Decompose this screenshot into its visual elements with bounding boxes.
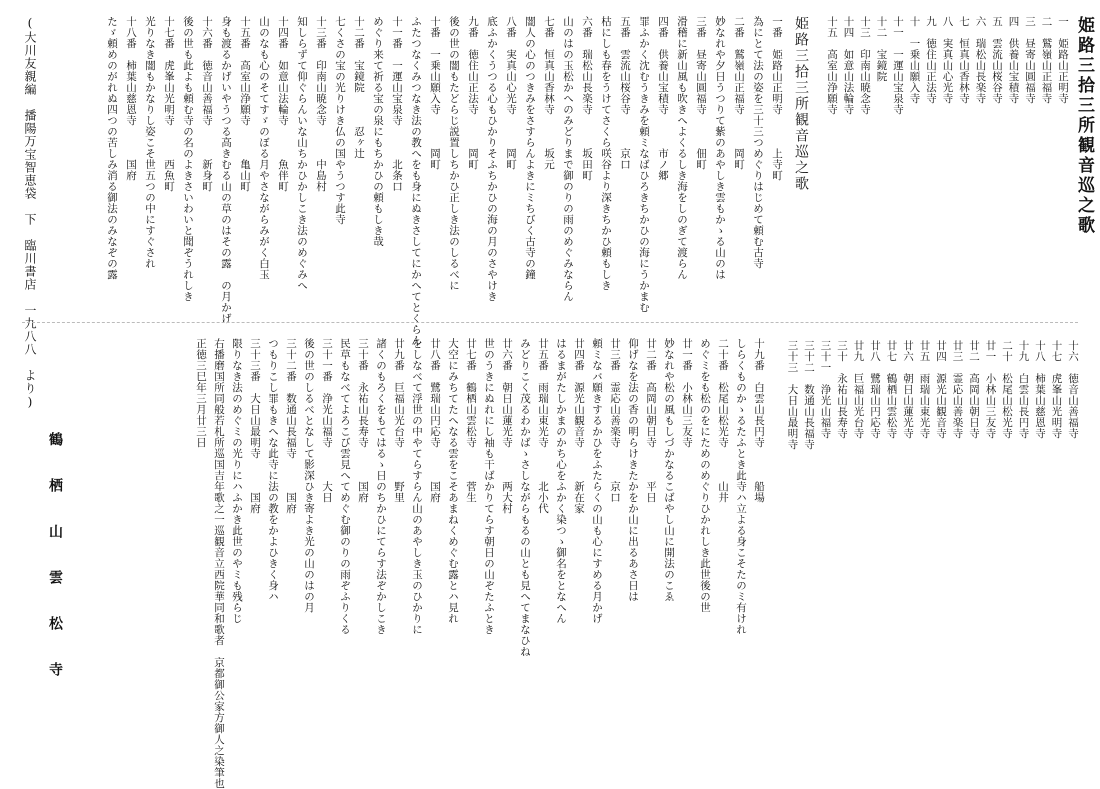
temple-index-entry: 十六 徳音山善福寺 (1067, 340, 1079, 439)
temple-index-entry: 十 一乗山願入寺 (908, 16, 921, 104)
verse-line: 七くさの宝の光りけき仏の国やうつす此寺 (334, 16, 346, 225)
verse-line: 十八番 柿葉山慈恩寺 国府 (125, 16, 137, 181)
verse-line: 三十一番 浄光山福寺 大日 (321, 338, 333, 503)
verse-line: 廿五番 雨瑞山東光寺 北小代 (537, 338, 549, 514)
verse-line: ふたつなくみつなき法の教へをも身にぬきさしてにかへてとくらん (410, 16, 422, 346)
verse-line: 三十番 永祐山長寿寺 国府 (357, 338, 369, 503)
verse-line: しらくものかゝるたふとき此寺ハ立よる身こそたのミ有けれ (735, 338, 747, 635)
temple-index-entry: 八 実真山心光寺 (941, 16, 954, 104)
verse-line: 諸くのもろくをもてはるゝ日のちかひにてらす法ぞかしこき (375, 338, 387, 635)
verse-line: 罪ふかく沈むうきみを頼ミなばひろきちかひの海にうかまむ (638, 16, 650, 313)
verses-subtitle: 姫路三拾三所観音巡之歌 (793, 16, 809, 192)
verse-line: 十番 一乗山願入寺 岡町 (429, 16, 441, 170)
temple-index-entry: 十九 白雲山長円寺 (1017, 340, 1030, 439)
temple-index-entry: 廿五 雨瑞山東光寺 (918, 340, 931, 439)
temple-index-entry: 五 雲流山桜谷寺 (991, 16, 1003, 104)
temple-index-entry: 廿九 巨福山光台寺 (852, 340, 865, 439)
verse-line: 後の世の闇もたどらじ説置しちかひ正しき法のしるべに (448, 16, 460, 291)
verse-line: 十三番 印南山暁念寺 中島村 (315, 16, 327, 192)
verse-line: 闇人の心のつきみをさすらんよきにミちびく古寺の鐘 (524, 16, 536, 280)
verse-line: めぐり来て祈る宝の泉にもちかひの頼もしき哉 (372, 16, 384, 247)
verse-line: 五番 雲流山桜谷寺 京口 (619, 16, 631, 170)
verse-line: 妙なれや夕日うつりて紫のあやしき雲もかゝる山のは (714, 16, 726, 280)
temple-index-entry: 三十一 浄光山福寺 (819, 340, 832, 439)
verse-line: 八番 実真山心光寺 岡町 (505, 16, 517, 170)
temple-index-entry: 四 供養山宝積寺 (1007, 16, 1020, 104)
verse-line: 右播磨国所同般若札所巡国吉年歌之一巡観音立西院華同和歌者 京都御公家方御人之染筆也 (213, 338, 225, 789)
verse-line: はるまがたしかまのかち心をふかく染つゝ御名をとなへん (555, 338, 567, 624)
verse-line: 山のなも心のそてすゞのぼる月やさながらみがく白玉 (258, 16, 270, 280)
verse-line: 後の世も此よも頼む寺の名のよきさいわいと聞ぞうれしき (182, 16, 194, 302)
closing-signature: 鶴 栖 山 雲 松 寺 (47, 432, 63, 684)
temple-index-entry: 廿一 小林山三友寺 (984, 340, 997, 439)
verse-line: 滑稽に新山風も吹きへよくるしき海をしのぎて渡らん (676, 16, 688, 280)
verse-line: 十六番 徳音山善福寺 新身町 (201, 16, 213, 192)
verse-line: 十九番 白雲山長円寺 船場 (753, 338, 765, 503)
verses-lower-block (130, 338, 765, 789)
verse-line: たゞ頼めのがれぬ四つの苦しみ消る御法のみなぞの露 (106, 16, 118, 280)
verse-line: 為にとて法の姿を三十三つめぐりはじめて頼む古寺 (752, 16, 764, 269)
verse-line: 廿六番 朝日山蓮光寺 两大村 (501, 338, 513, 514)
verse-line: 十二番 宝鏡院 忍ヶ辻 (353, 16, 365, 159)
verse-line: つもりこし罪もきへな此寺に法の教をかよひきく身ハ (267, 338, 279, 602)
temple-index-entry: 三十三 大日山最明寺 (786, 340, 799, 450)
verse-line: 四番 供養山宝積寺 市ノ郷 (657, 16, 669, 181)
temple-index-entry: 三 昼寄山圓福寺 (1024, 16, 1036, 104)
verse-line: めぐミをも松のをにためのめぐりひかれしき此世後の世 (699, 338, 711, 613)
verse-line: 世のうきにぬれにし袖も干ばかりてらす朝日の山ぞたふとき (483, 338, 495, 635)
verse-line: 十一番 一運山宝泉寺 北条口 (391, 16, 403, 192)
verse-line: 廿七番 鶴栖山雲松寺 菅生 (465, 338, 477, 503)
verse-line: みどりこく茂るわかばゝさしながらもるの山とも見へてまなひね (519, 338, 531, 657)
verse-line: 枯にしも春をうけてさくら咲谷より深きちかひ頼もしき (600, 16, 612, 291)
verse-line: 後の世のしるべとなして影深ひき寄よき光の山のはの月 (303, 338, 315, 613)
verse-line: 十七番 虎峯山光明寺 西魚町 (163, 16, 175, 192)
temple-index-entry: 廿七 鶴栖山雲松寺 (885, 340, 898, 439)
verse-line: 九番 徳住山正法寺 岡町 (467, 16, 479, 170)
temple-index-entry: 廿三 霊応山善楽寺 (951, 340, 964, 439)
verse-line: をしなべて浮世の中やてらすらん山のあやしき玉のひかりに (411, 338, 423, 635)
verse-line: 廿一番 小林山三友寺 (681, 338, 693, 448)
verse-line: 廿二番 高岡山朝日寺 平日 (645, 338, 657, 503)
verse-line: 六番 瑞松山長楽寺 坂田町 (581, 16, 593, 181)
verse-line: 妙なれや松の風もしづかなるこばやし山に開法のこゑ (663, 338, 675, 602)
verse-line: 三番 昼寄山圓福寺 佃町 (695, 16, 707, 170)
temple-index-entry: 十七 虎峯山光明寺 (1050, 340, 1063, 439)
verse-line: 十四番 如意山法輪寺 魚伴町 (277, 16, 289, 192)
temple-index-entry: 三十二 数通山長福寺 (803, 340, 815, 450)
temple-index-entry: 九 徳住山正法寺 (925, 16, 937, 104)
verse-line: 底ふかくうつる心もひかりそふちかひの海の月のさやけき (486, 16, 498, 302)
temple-index-entry: 二十 松尾山松光寺 (1001, 340, 1013, 439)
section-divider (22, 322, 1078, 323)
temple-index-entry: 一 姫路山正明寺 (1057, 16, 1069, 104)
verse-line: 正徳三巳年三月廿三日 (195, 338, 207, 448)
verse-line: 身も渡るかげいやうつる高きむる山の草のはその露 の月かげ (220, 16, 232, 324)
temple-index-entry: 十三 印南山暁念寺 (859, 16, 871, 115)
verse-line: 二十番 松尾山松光寺 山井 (717, 338, 729, 503)
verse-line: 限りなき法のめぐミの光りにハふかき此世のやミも残らじ (231, 338, 243, 624)
temple-index-entry: 廿八 鷺瑞山円応寺 (869, 340, 881, 439)
verse-line: 三十三番 大日山最明寺 国府 (249, 338, 261, 514)
temple-index-entry: 十四 如意山法輪寺 (842, 16, 855, 115)
temple-index-entry: 十二 宝鏡院 (875, 16, 888, 82)
verse-line: 知しらずて仰ぐらんいな山ちかひかしこき法のめぐみへ (296, 16, 308, 291)
temple-index-upper (818, 16, 1068, 116)
temple-index-entry: 三十 永祐山長寿寺 (836, 340, 848, 439)
verse-line: 山のはの玉松かへのみどりまで御のりの雨のめぐみならん (562, 16, 574, 302)
verse-line: 廿四番 源光山観音寺 新在家 (573, 338, 585, 514)
source-note: (大川友親編 播陽万宝智恵袋 下 臨川書店 一九八八 より) (23, 16, 37, 410)
verse-line: 二番 鷲嶺山正福寺 岡町 (733, 16, 745, 170)
verse-line: 三十二番 数通山長福寺 国府 (285, 338, 297, 514)
verse-line: 大空にみちてたへなる雲をこそあまねくめぐむ露とハ見れ (447, 338, 459, 624)
document-title: 姫路三拾三所観音巡之歌 (1074, 16, 1094, 236)
verse-line: 七番 恒真山香林寺 坂元 (543, 16, 555, 170)
temple-index-entry: 十五 高室山浄願寺 (826, 16, 838, 115)
verses-upper-block (92, 16, 783, 346)
temple-index-entry: 廿六 朝日山蓮光寺 (902, 340, 914, 439)
verse-line: 十五番 高室山浄願寺 亀山町 (239, 16, 251, 192)
temple-index-entry: 六 瑞松山長楽寺 (974, 16, 987, 104)
verse-line: 廿八番 鷺瑞山円応寺 国府 (429, 338, 441, 503)
verse-line: 一番 姫路山正明寺 上寺町 (771, 16, 783, 181)
verse-line: 民草もなべてよろこび雲見へてめぐむ御のりの雨ぞふりくる (339, 338, 351, 635)
verse-line: 頼ミなバ願きするかひをふたらくの山も心にすめる月かげ (591, 338, 603, 624)
temple-index-entry: 廿四 源光山観音寺 (935, 340, 947, 439)
verse-line: 廿三番 霊応山善楽寺 京口 (609, 338, 621, 503)
verse-line: 光りなき闇もかなりし姿こそ世五つの中にすぐされ (144, 16, 156, 269)
temple-index-entry: 十八 柿葉山慈恩寺 (1034, 340, 1046, 439)
verse-line: 仰げなを法の香の明らけきたかをか山に出るあさ日は (627, 338, 639, 602)
verse-line: 廿九番 巨福山光台寺 野里 (393, 338, 405, 503)
temple-index-entry: 廿二 高岡山朝日寺 (968, 340, 980, 439)
temple-index-entry: 七 恒真山香林寺 (958, 16, 970, 104)
temple-index-entry: 二 鷲嶺山正福寺 (1040, 16, 1053, 104)
temple-index-lower (778, 340, 1078, 470)
temple-index-entry: 十一 一運山宝泉寺 (892, 16, 904, 115)
